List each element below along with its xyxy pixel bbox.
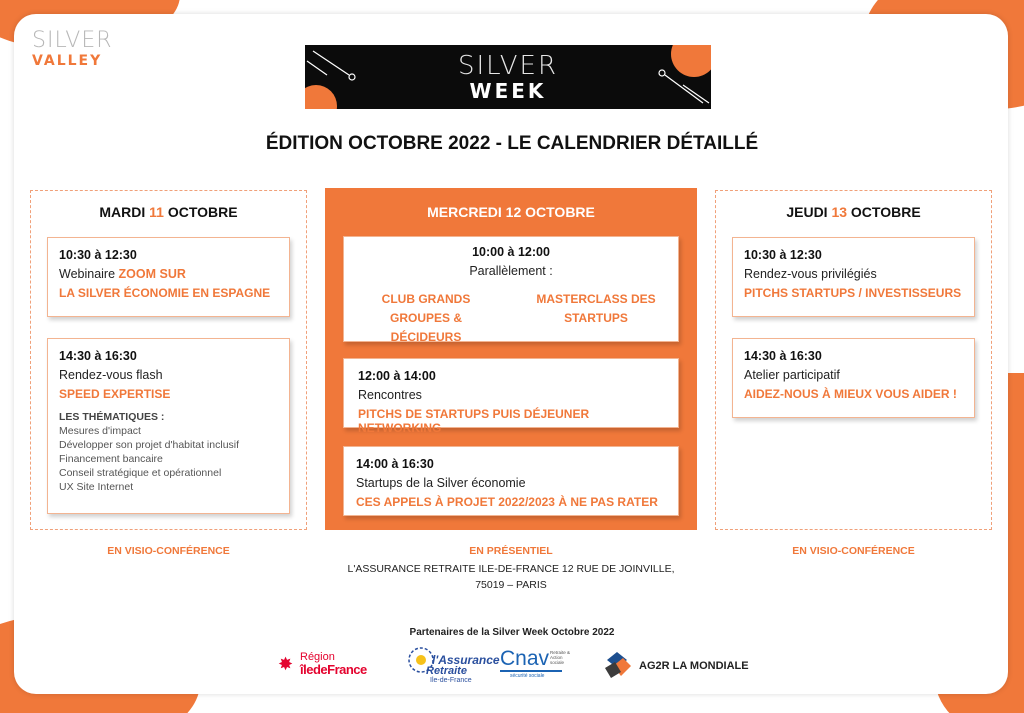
theme-item: UX Site Internet: [59, 481, 134, 493]
day-heading-suffix: OCTOBRE: [163, 204, 238, 220]
event-card-wednesday-afternoon: [343, 446, 679, 516]
silver-week-banner: [305, 45, 711, 109]
parallel-sessions: [356, 290, 666, 348]
address-line-1: L'ASSURANCE RETRAITE ILE-DE-FRANCE 12 RUE DE JOINVILLE,: [347, 563, 675, 575]
event-time: 14:00 à 16:30: [356, 457, 434, 471]
partners-title: Partenaires de la Silver Week Octobre 2022: [409, 627, 615, 638]
banner-title-line-2: WEEK: [469, 79, 547, 103]
event-time: 14:30 à 16:30: [59, 349, 137, 363]
day-heading-wednesday: MERCREDI 12 OCTOBRE: [427, 204, 595, 220]
cnav-name: Cnav: [500, 647, 550, 670]
event-highlight: LA SILVER ÉCONOMIE EN ESPAGNE: [59, 286, 271, 300]
event-description-prefix: Webinaire: [59, 267, 119, 281]
cnav-underline: [500, 670, 562, 672]
footer-thursday-format: EN VISIO-CONFÉRENCE: [792, 545, 915, 557]
event-card-wednesday-lunch: [343, 358, 679, 435]
day-heading-thursday: [716, 204, 991, 220]
region-line-2: îledeFrance: [300, 662, 367, 677]
day-heading-prefix: MARDI: [99, 204, 150, 220]
logo-line-2: VALLEY: [32, 53, 103, 69]
event-highlight: CES APPELS À PROJET 2022/2023 À NE PAS RATER: [356, 495, 658, 509]
session-masterclass-startups: MASTERCLASS DES STARTUPS: [536, 292, 656, 326]
cnav-tagline: sécurité sociale: [510, 673, 545, 679]
silver-valley-logo: [32, 30, 113, 68]
day-heading-tuesday: [31, 204, 306, 220]
theme-item: Financement bancaire: [59, 453, 163, 465]
logo-line-1: SILVER: [32, 28, 113, 53]
assurance-line-3: Ile-de-France: [430, 677, 472, 684]
page-title: ÉDITION OCTOBRE 2022 - LE CALENDRIER DÉTAILLÉ: [265, 133, 759, 154]
event-highlight: PITCHS STARTUPS / INVESTISSEURS: [744, 286, 962, 300]
ag2r-emblem-icon: [603, 650, 633, 680]
event-description: Rendez-vous flash: [59, 368, 163, 382]
region-line-1: Région: [300, 651, 335, 663]
event-description: Rencontres: [358, 388, 422, 402]
cnav-small-text: Retraite & Action sociale: [550, 650, 571, 665]
event-card-thursday-afternoon: [732, 338, 975, 418]
event-description: [59, 267, 278, 281]
column-thursday: [715, 190, 992, 530]
footer-wednesday-format: EN PRÉSENTIEL: [469, 545, 553, 557]
event-time: 10:30 à 12:30: [744, 248, 822, 262]
footer-tuesday-format: EN VISIO-CONFÉRENCE: [107, 545, 230, 557]
address-line-2: 75019 – PARIS: [475, 579, 547, 592]
event-card-tuesday-afternoon: [47, 338, 290, 514]
event-highlight: SPEED EXPERTISE: [59, 387, 171, 401]
event-description: Startups de la Silver économie: [356, 476, 526, 490]
assurance-line-1: l'Assurance: [432, 653, 500, 667]
column-wednesday: [325, 188, 697, 530]
theme-item: Mesures d'impact: [59, 425, 141, 437]
day-heading-number: 13: [831, 204, 848, 220]
day-heading-number: 11: [149, 204, 164, 220]
star-icon: ✸: [278, 654, 294, 674]
day-heading-suffix: OCTOBRE: [847, 204, 921, 220]
event-card-tuesday-morning: [47, 237, 290, 317]
banner-title-line-1: SILVER: [457, 51, 559, 81]
assurance-line-2: Retraite: [426, 665, 467, 677]
event-time: 10:00 à 12:00: [472, 245, 550, 259]
event-time: 10:30 à 12:30: [59, 248, 137, 262]
column-tuesday: [30, 190, 307, 530]
event-time: 14:30 à 16:30: [744, 349, 822, 363]
theme-item: Développer son projet d'habitat inclusif: [59, 439, 240, 451]
themes-title: LES THÉMATIQUES :: [59, 411, 165, 423]
event-time: 12:00 à 14:00: [358, 369, 436, 383]
event-highlight: AIDEZ-NOUS À MIEUX VOUS AIDER !: [744, 387, 957, 401]
event-description: Atelier participatif: [744, 368, 840, 382]
session-club-grands-groupes: CLUB GRANDS GROUPES & DÉCIDEURS: [381, 292, 471, 345]
day-heading-prefix: JEUDI: [786, 204, 832, 220]
event-card-wednesday-morning: [343, 236, 679, 345]
event-description: Rendez-vous privilégiés: [744, 267, 877, 281]
event-highlight: PITCHS DE STARTUPS PUIS DÉJEUNER NETWORKING: [358, 407, 590, 435]
theme-item: Conseil stratégique et opérationnel: [59, 467, 222, 479]
event-description: Parallèlement :: [469, 264, 553, 278]
event-description-highlight: ZOOM SUR: [118, 267, 186, 281]
event-card-thursday-morning: [732, 237, 975, 317]
venue-address: [325, 561, 697, 594]
ag2r-name: AG2R LA MONDIALE: [639, 660, 749, 672]
